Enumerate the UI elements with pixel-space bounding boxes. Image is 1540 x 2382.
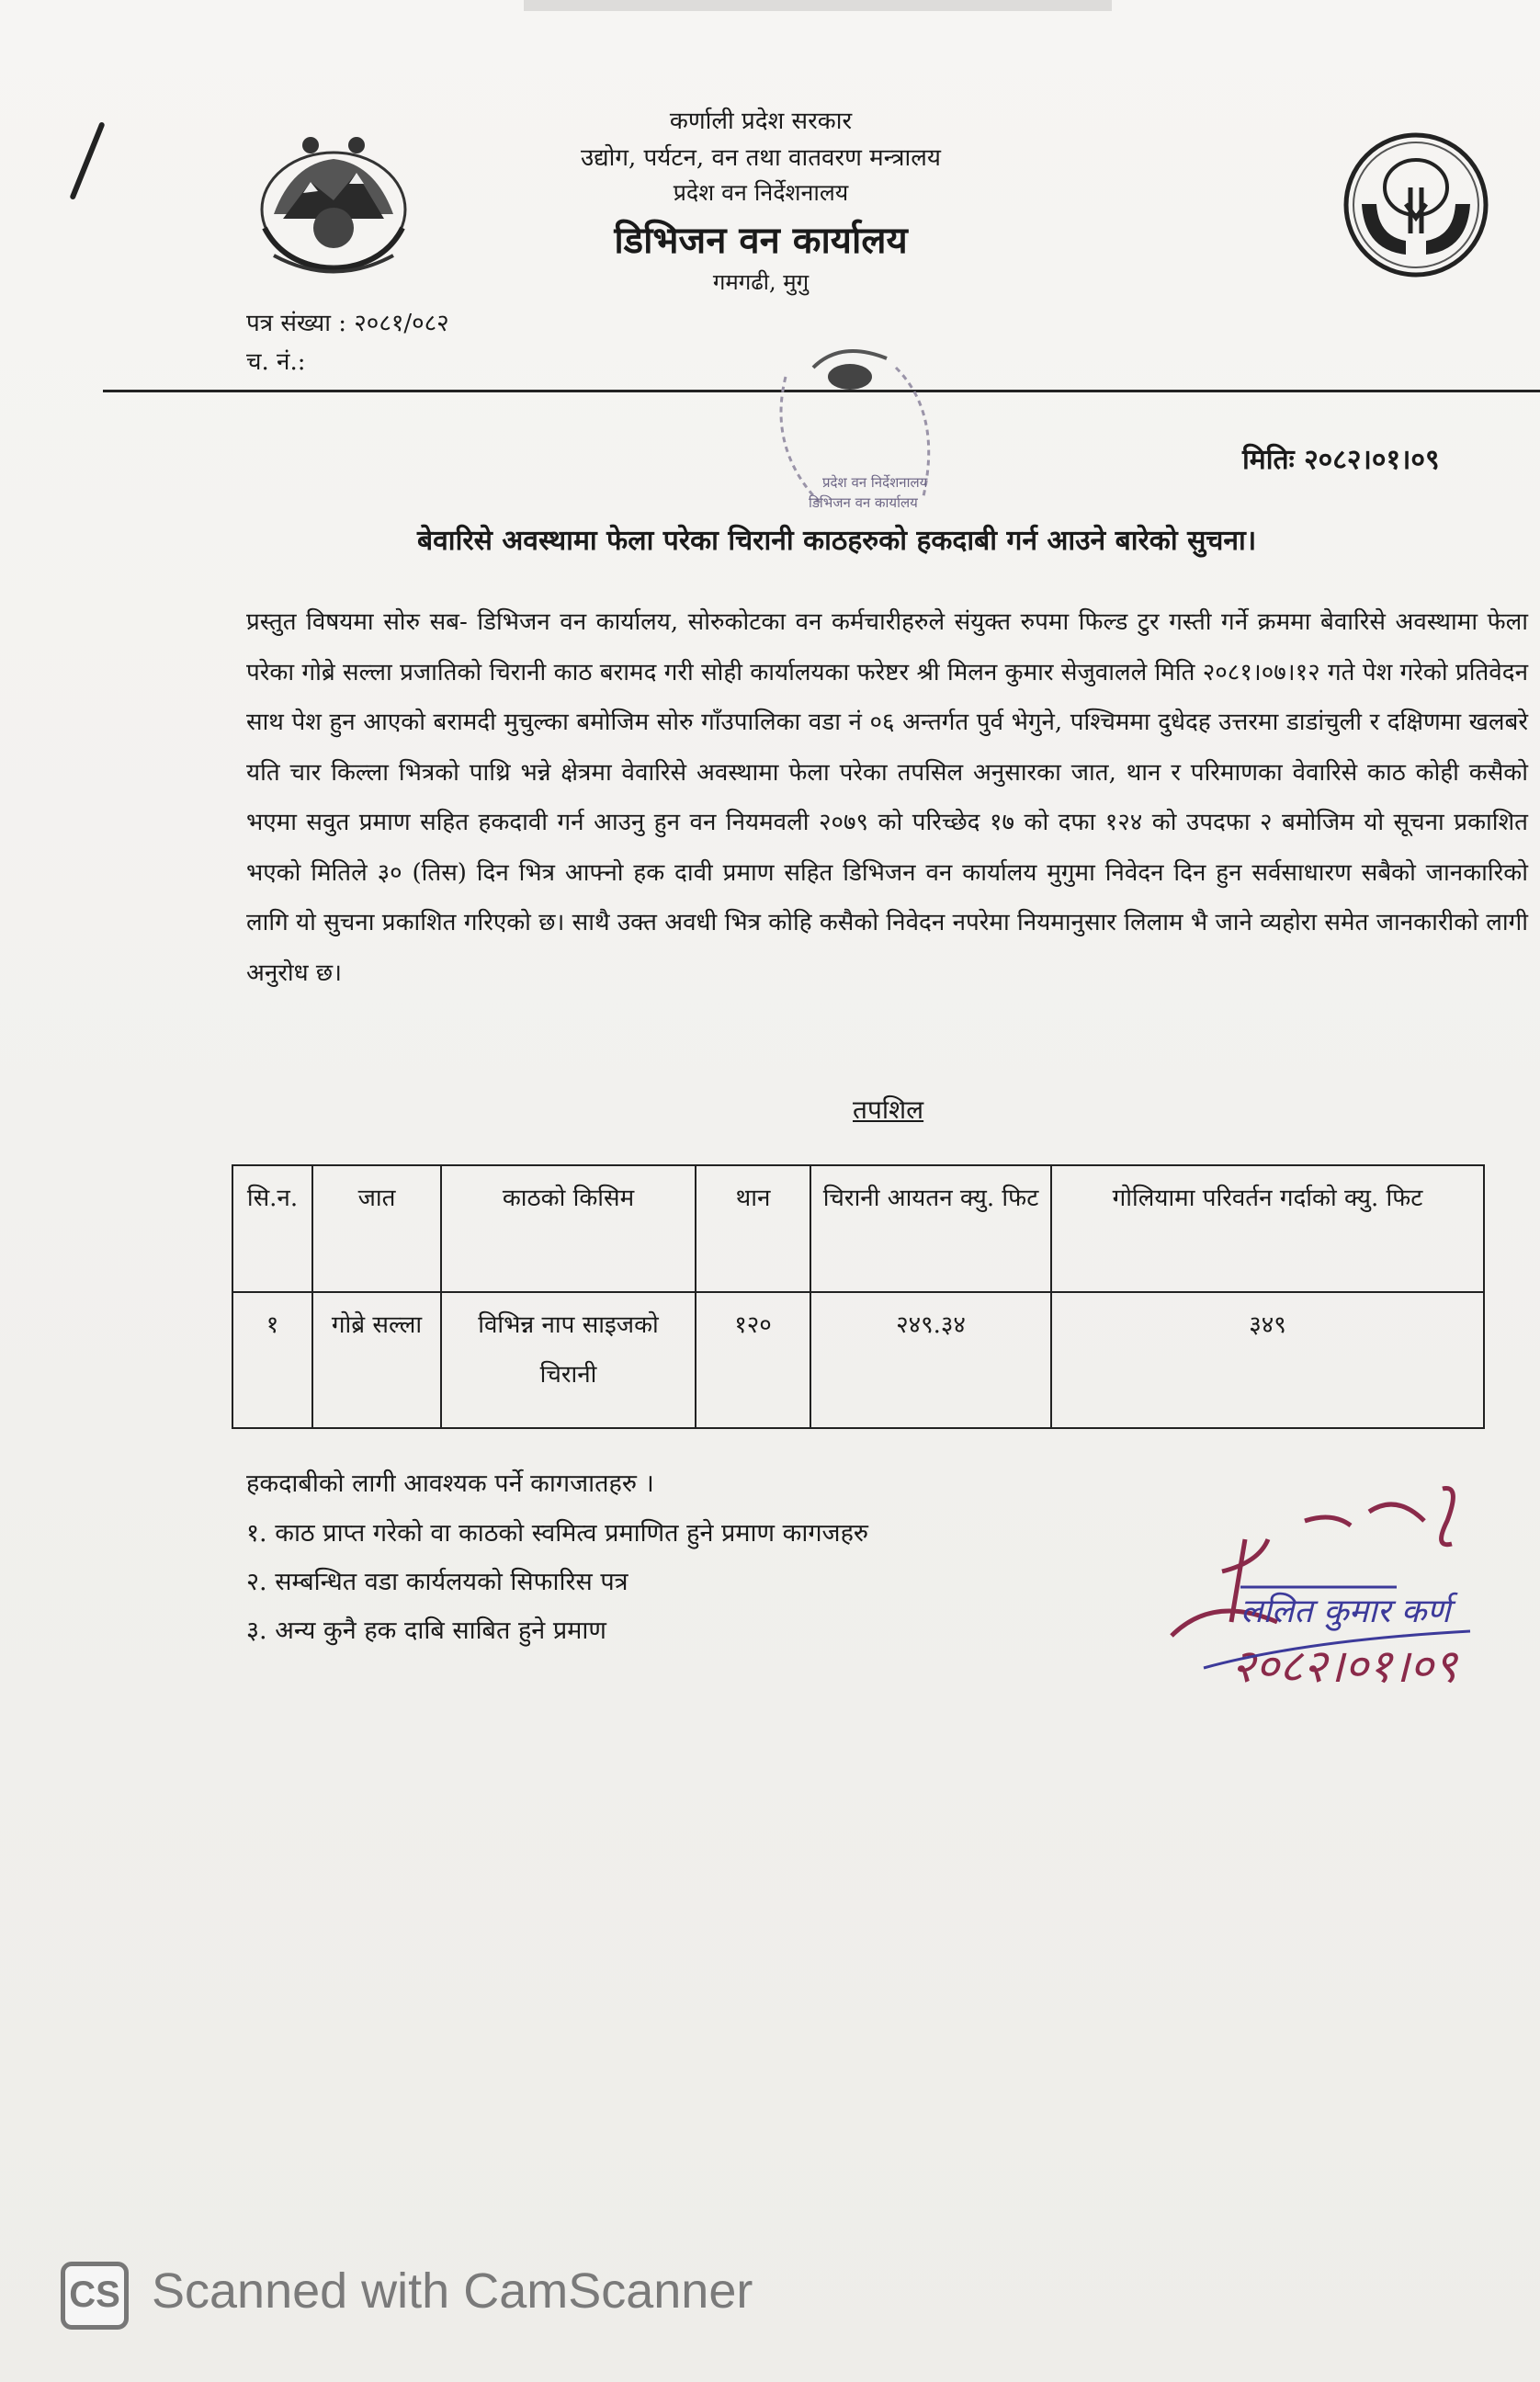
camscanner-logo-icon: CS	[61, 2262, 129, 2330]
ministry-name: उद्योग, पर्यटन, वन तथा वातवरण मन्त्रालय	[581, 144, 941, 172]
directorate-name: प्रदेश वन निर्देशनालय	[673, 179, 849, 206]
officer-signature	[1167, 1484, 1534, 1728]
office-stamp-icon	[749, 340, 988, 533]
table-cell: ३४९	[1051, 1292, 1484, 1428]
notice-body: प्रस्तुत विषयमा सोरु सब- डिभिजन वन कार्यालय, सोरुकोटका वन कर्मचारीहरुले संयुक्त रुपमा फिल्ड टुर गस्ती गर्ने क्रममा बेवारिसे अवस्थामा फेला परेका गोब्रे सल्ला प्रजातिको चिरानी काठ बरामद गरी सोही कार्यालयका फरेष्टर श्री मिलन कुमार सेजुवालले मिति २०८१।०७।१२ गते पेश गरेको प्रतिवेदन साथ पेश हुन आएको बरामदी मुचुल्का बमोजिम सोरु गाँउपालिका वडा नं ०६ अन्तर्गत पुर्व भेगुने, पश्चिममा दुधेदह उत्तरमा डाडांचुली र दक्षिणमा खलबरे यति चार किल्ला भित्रको पाथ्रि भन्ने क्षेत्रमा वेवारिसे अवस्थामा फेला परेका तपसिल अनुसारका जात, थान र परिमाणका वेवारिसे काठ कोही कसैको भएमा सवुत प्रमाण सहित हकदावी गर्न आउनु हुन वन नियमवली २०७९ को परिच्छेद १७ को दफा १२४ को उपदफा २ बमोजिम यो सूचना प्रकाशित भएको मितिले ३० (तिस) दिन भित्र आफ्नो हक दावी प्रमाण सहित डिभिजन वन कार्यालय मुगुमा निवेदन दिन हुन सर्वसाधारण सबैको जानकारिको लागि यो सुचना प्रकाशित गरिएको छ। साथै उक्त अवधी भित्र कोहि कसैको निवेदन नपरेमा नियमानुसार लिलाम भै जाने व्यहोरा समेत जानकारीको लागी अनुरोध छ।	[246, 608, 1528, 987]
list-item: २. सम्बन्धित वडा कार्यलयको सिफारिस पत्र	[246, 1568, 628, 1596]
timber-table	[232, 1164, 1485, 1429]
signature-name: ललित कुमार कर्ण	[1240, 1593, 1451, 1630]
table-cell: गोब्रे सल्ला	[312, 1292, 441, 1428]
scan-edge	[524, 0, 1112, 11]
table-row	[232, 1292, 1484, 1428]
table-header-row	[232, 1165, 1484, 1292]
column-header: जात	[312, 1165, 441, 1292]
dispatch-number: च. नं.:	[246, 348, 306, 376]
letter-date: मितिः २०८२।०१।०९	[1242, 444, 1440, 476]
table-cell: २४९.३४	[810, 1292, 1051, 1428]
signature-date: २०८२।०१।०९	[1231, 1639, 1457, 1693]
list-item: ३. अन्य कुनै हक दाबि साबित हुने प्रमाण	[246, 1616, 606, 1645]
stamp-text-directorate: प्रदेश वन निर्देशनालय	[822, 474, 928, 491]
requirements-list	[246, 1509, 868, 1655]
requirements-heading: हकदाबीको लागी आवश्यक पर्ने कागजातहरु ।	[246, 1469, 654, 1498]
column-header: गोलियामा परिवर्तन गर्दाको क्यु. फिट	[1051, 1165, 1484, 1292]
table-cell: १	[232, 1292, 312, 1428]
camscanner-watermark: Scanned with CamScanner	[152, 2263, 753, 2319]
column-header: काठको किसिम	[441, 1165, 696, 1292]
table-cell: १२०	[696, 1292, 810, 1428]
reference-number: पत्र संख्या : २०८१/०८२	[246, 310, 449, 337]
list-item: १. काठ प्राप्त गरेको वा काठको स्वमित्व प्रमाणित हुने प्रमाण कागजहरु	[246, 1519, 869, 1548]
annex-heading: तपशिल	[853, 1095, 924, 1125]
office-location: गमगढी, मुगु	[712, 269, 810, 295]
notice-title: बेवारिसे अवस्थामा फेला परेका चिरानी काठहरुको हकदाबी गर्न आउने बारेको सुचना।	[417, 525, 1257, 557]
column-header: चिरानी आयतन क्यु. फिट	[810, 1165, 1051, 1292]
stamp-text-office: डिभिजन वन कार्यालय	[809, 494, 918, 511]
office-name: डिभिजन वन कार्यालय	[614, 219, 908, 262]
table-cell: विभिन्न नाप साइजको चिरानी	[441, 1292, 696, 1428]
government-name: कर्णाली प्रदेश सरकार	[669, 108, 853, 135]
column-header: सि.न.	[232, 1165, 312, 1292]
column-header: थान	[696, 1165, 810, 1292]
